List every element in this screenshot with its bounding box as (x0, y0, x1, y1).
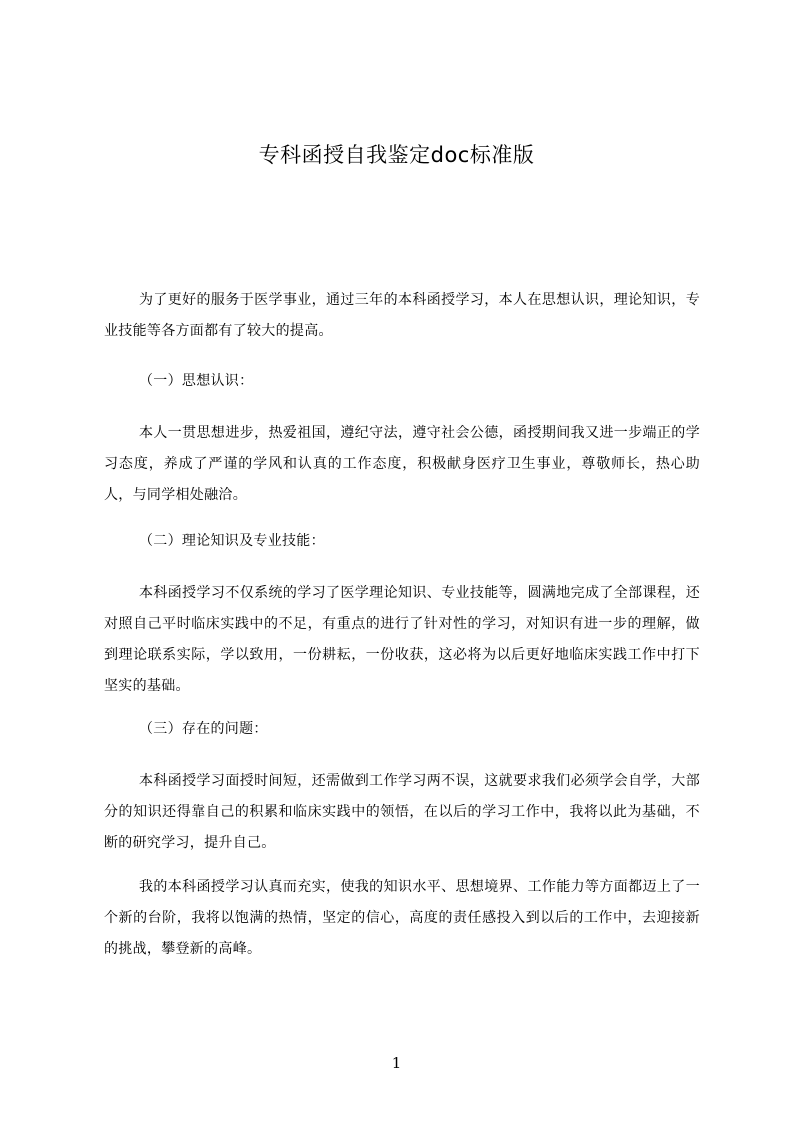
section-paragraph-problems: 本科函授学习面授时间短，还需做到工作学习两不误，这就要求我们必须学会自学，大部分的知识还得靠自己的积累和临床实践中的领悟，在以后的学习工作中，我将以此为基础，不断的研究学习，提升自己。 (104, 773, 700, 851)
document-title: 专科函授自我鉴定doc标准版 (258, 143, 535, 167)
section-paragraph-knowledge: 本科函授学习不仅系统的学习了医学理论知识、专业技能等，圆满地完成了全部课程，还对照自己平时临床实践中的不足，有重点的进行了针对性的学习，对知识有进一步的理解，做到理论联系实际，学以致用，一份耕耘，一份收获，这必将为以后更好地临床实践工作中打下坚实的基础。 (104, 585, 700, 694)
section-heading-thoughts: （一）思想认识： (139, 373, 254, 389)
page-number: 1 (391, 1054, 402, 1072)
intro-paragraph: 为了更好的服务于医学事业，通过三年的本科函授学习，本人在思想认识，理论知识，专业技能等各方面都有了较大的提高。 (104, 292, 700, 339)
section-paragraph-thoughts: 本人一贯思想进步，热爱祖国，遵纪守法，遵守社会公德，函授期间我又进一步端正的学习态度，养成了严谨的学风和认真的工作态度，积极献身医疗卫生事业，尊敬师长，热心助人，与同学相处融洽。 (104, 425, 700, 503)
conclusion-paragraph: 我的本科函授学习认真而充实，使我的知识水平、思想境界、工作能力等方面都迈上了一个新的台阶，我将以饱满的热情，坚定的信心，高度的责任感投入到以后的工作中，去迎接新的挑战，攀登新的高峰。 (104, 879, 700, 957)
section-heading-problems: （三）存在的问题： (139, 721, 268, 737)
section-heading-knowledge: （二）理论知识及专业技能： (139, 533, 325, 549)
